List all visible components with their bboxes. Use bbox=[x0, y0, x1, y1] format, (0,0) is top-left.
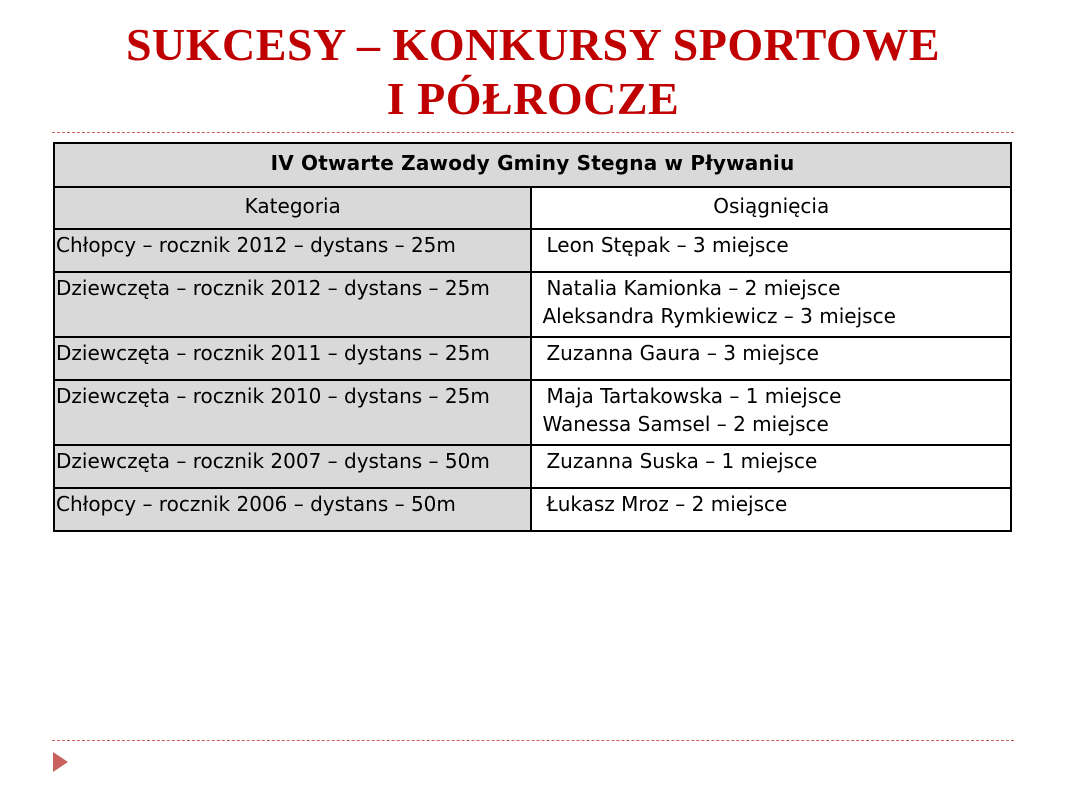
top-divider bbox=[52, 132, 1014, 133]
achievement-entry: Aleksandra Rymkiewicz – 3 miejsce bbox=[542, 304, 896, 328]
table-caption: IV Otwarte Zawody Gminy Stegna w Pływaniu bbox=[54, 143, 1011, 187]
category-cell: Dziewczęta – rocznik 2007 – dystans – 50m bbox=[54, 445, 531, 488]
achievement-cell bbox=[531, 445, 1011, 488]
table-row bbox=[54, 445, 1011, 488]
achievement-entry: Zuzanna Suska – 1 miejsce bbox=[546, 449, 818, 473]
achievement-cell bbox=[531, 337, 1011, 380]
achievement-cell bbox=[531, 229, 1011, 272]
achievement-entry: Leon Stępak – 3 miejsce bbox=[546, 233, 789, 257]
achievement-entry: Maja Tartakowska – 1 miejsce bbox=[546, 384, 842, 408]
category-cell: Dziewczęta – rocznik 2011 – dystans – 25m bbox=[54, 337, 531, 380]
column-header-achievements: Osiągnięcia bbox=[531, 187, 1011, 229]
category-cell: Chłopcy – rocznik 2006 – dystans – 50m bbox=[54, 488, 531, 531]
achievement-entry: Wanessa Samsel – 2 miejsce bbox=[542, 412, 829, 436]
table-row bbox=[54, 272, 1011, 337]
table-row bbox=[54, 229, 1011, 272]
triangle-right-icon bbox=[53, 752, 68, 772]
achievement-entry: Zuzanna Gaura – 3 miejsce bbox=[546, 341, 819, 365]
table-row bbox=[54, 337, 1011, 380]
category-cell: Chłopcy – rocznik 2012 – dystans – 25m bbox=[54, 229, 531, 272]
slide-title-line-1: SUKCESY – KONKURSY SPORTOWE bbox=[125, 19, 941, 70]
bottom-divider bbox=[52, 740, 1014, 741]
results-table bbox=[53, 142, 1012, 532]
slide-title-line-2: I PÓŁROCZE bbox=[386, 73, 680, 124]
achievement-entry: Natalia Kamionka – 2 miejsce bbox=[546, 276, 841, 300]
achievement-cell bbox=[531, 488, 1011, 531]
table-row bbox=[54, 488, 1011, 531]
slide-title bbox=[0, 18, 1066, 126]
achievement-cell bbox=[531, 272, 1011, 337]
column-header-category: Kategoria bbox=[54, 187, 531, 229]
achievement-cell bbox=[531, 380, 1011, 445]
achievement-entry: Łukasz Mroz – 2 miejsce bbox=[546, 492, 788, 516]
table-row bbox=[54, 380, 1011, 445]
category-cell: Dziewczęta – rocznik 2010 – dystans – 25m bbox=[54, 380, 531, 445]
category-cell: Dziewczęta – rocznik 2012 – dystans – 25m bbox=[54, 272, 531, 337]
